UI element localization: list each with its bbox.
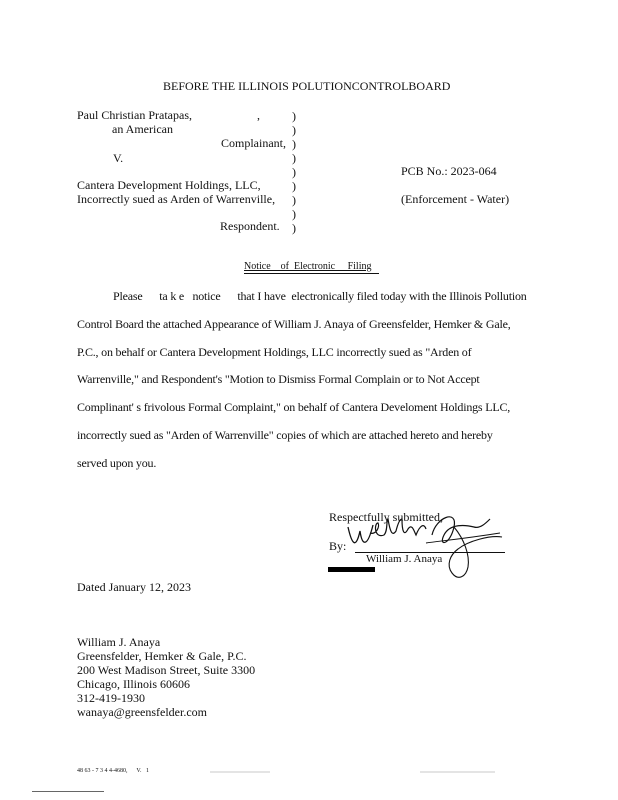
footer-faint-mark <box>420 771 495 773</box>
caption-paren: ) <box>292 193 296 207</box>
attorney-email: wanaya@greensfelder.com <box>77 705 207 719</box>
attorney-street: 200 West Madison Street, Suite 3300 <box>77 663 256 677</box>
respondent-alias: Incorrectly sued as Arden of Warrenville, <box>77 192 276 206</box>
caption-paren: ) <box>292 109 296 123</box>
caption-paren: ) <box>292 137 296 151</box>
signer-name: William J. Anaya <box>366 553 443 565</box>
notice-line: Complinant' s frivolous Formal Complaint," on behalf of Cantera Develoment Holdings LLC, <box>77 400 511 414</box>
notice-line: P.C., on behalf or Cantera Development Holdings, LLC incorrectly sued as "Arden of <box>77 345 472 359</box>
attorney-firm: Greensfelder, Hemker & Gale, P.C. <box>77 649 247 663</box>
complainant-name: Paul Christian Pratapas, <box>77 108 192 122</box>
attorney-name: William J. Anaya <box>77 635 161 649</box>
notice-line: Warrenville," and Respondent's "Motion to Dismiss Formal Complain or to Not Accept <box>77 372 480 386</box>
respondent-name: Cantera Development Holdings, LLC, <box>77 178 261 192</box>
notice-line: Please ta k e notice that I have electronically filed today with the Illinois Pollution <box>113 289 527 303</box>
dated-line: Dated January 12, 2023 <box>77 580 191 594</box>
case-number: PCB No.: 2023-064 <box>401 164 497 178</box>
comma-mark: , <box>257 108 260 122</box>
caption-paren: ) <box>292 179 296 193</box>
respondent-role: Respondent. <box>220 219 280 233</box>
complainant-role: Complainant, <box>221 136 286 150</box>
complainant-description: an American <box>112 122 173 136</box>
attorney-city: Chicago, Illinois 60606 <box>77 677 190 691</box>
caption-paren: ) <box>292 165 296 179</box>
notice-title: Notice of Electronic Filing <box>244 261 372 272</box>
caption-paren: ) <box>292 123 296 137</box>
page-title: BEFORE THE ILLINOIS POLUTIONCONTROLBOARD <box>163 79 451 93</box>
handwritten-signature <box>340 505 510 585</box>
notice-line: served upon you. <box>77 456 157 470</box>
notice-title-underline <box>244 273 379 274</box>
caption-paren: ) <box>292 221 296 235</box>
signature-closing: Respectfully submitted, <box>329 510 443 524</box>
footer-rule <box>32 791 104 792</box>
caption-paren: ) <box>292 151 296 165</box>
attorney-phone: 312-419-1930 <box>77 691 145 705</box>
notice-line: Control Board the attached Appearance of William J. Anaya of Greensfelder, Hemker & Gale, <box>77 317 511 331</box>
versus-label: V. <box>113 151 124 165</box>
signature-by-label: By: <box>329 539 347 553</box>
footer-faint-mark <box>210 771 270 773</box>
footer-doc-id: 48 63 - 7 3 4 4-4680, V. 1 <box>77 768 149 774</box>
case-type: (Enforcement - Water) <box>401 192 510 206</box>
caption-paren: ) <box>292 207 296 221</box>
notice-line: incorrectly sued as "Arden of Warrenville" copies of which are attached hereto and hereby <box>77 428 493 442</box>
